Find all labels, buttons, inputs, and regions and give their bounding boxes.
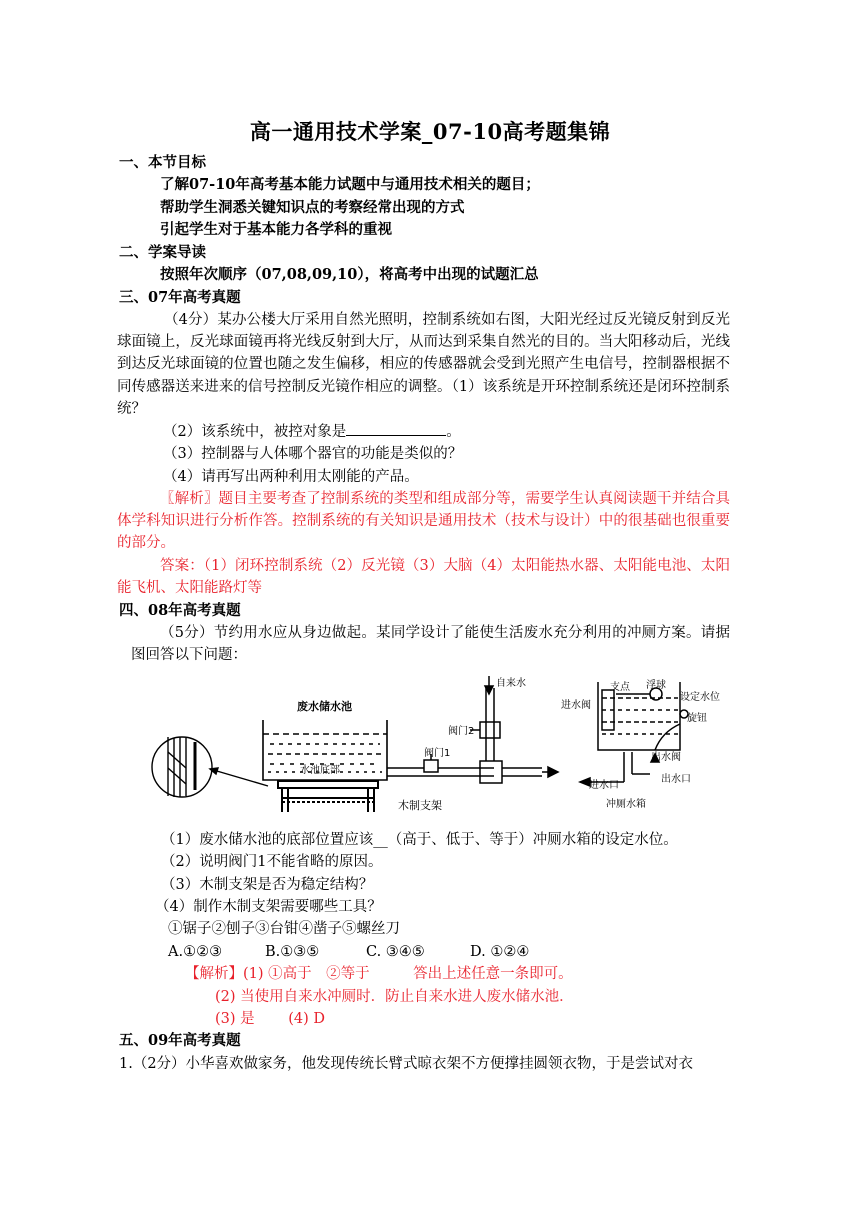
joint-detail-inset	[152, 737, 268, 797]
inlet-label: 进水口	[589, 780, 619, 791]
q08-part-2: （2）说明阀门1不能省略的原因。	[161, 854, 383, 870]
section-4-heading: 四、08年高考真题	[119, 602, 241, 619]
q07-part-2-end: 。	[446, 424, 461, 440]
q08-answer-1: 【解析】(1) ①高于 ②等于 答出上述任意一条即可。	[185, 966, 573, 982]
q08-part-1: （1）废水储水池的底部位置应该__（高于、低于、等于）冲厕水箱的设定水位。	[161, 832, 678, 848]
wooden-stand	[278, 781, 378, 812]
q07-part-3: （3）控制器与人体哪个器官的功能是类似的？	[163, 446, 463, 462]
q08-tools-list: ①锯子②刨子③台钳④凿子⑤螺丝刀	[168, 921, 400, 937]
option-a: A.①②③	[168, 944, 223, 960]
q08-part-3: （3）木制支架是否为稳定结构？	[161, 877, 374, 893]
q08-answer-2: (2) 当使用自来水冲厕时．防止自来水进人废水储水池．	[215, 989, 574, 1005]
outlet-label: 出水口	[661, 774, 691, 785]
option-d: D. ①②④	[470, 944, 530, 960]
float-label: 浮球	[646, 680, 666, 691]
document-title: 高一通用技术学案_07-10高考题集锦	[249, 119, 611, 144]
knob-label: 旋钮	[687, 713, 707, 724]
outlet-valve-label: 出水阀	[651, 752, 681, 763]
q08-answer-3: (3) 是 (4) D	[215, 1011, 326, 1027]
goal-item-2: 帮助学生洞悉关键知识点的考察经常出现的方式	[160, 199, 465, 216]
q08-intro: （5分）节约用水应从身边做起。某同学设计了能使生活废水充分利用的冲厕方案。请据图回答以下问题：	[131, 625, 730, 664]
valve-2-label: 阀门2	[448, 726, 475, 737]
answer-blank	[346, 421, 446, 436]
q07-part-2	[163, 421, 461, 443]
inlet-valve-label: 进水阀	[561, 700, 591, 711]
tap-water-label: 自来水	[496, 678, 526, 689]
water-reuse-diagram	[150, 672, 735, 820]
level-label: 设定水位	[680, 692, 720, 703]
cistern-label: 冲厕水箱	[606, 799, 646, 810]
option-c: C. ③④⑤	[366, 944, 425, 960]
reading-guide-text: 按照年次顺序（07,08,09,10），将高考中出现的试题汇总	[160, 266, 539, 283]
stand-label: 木制支架	[398, 799, 442, 812]
goal-item-1: 了解07-10年高考基本能力试题中与通用技术相关的题目；	[160, 176, 540, 193]
q07-part-2-text: （2）该系统中，被控对象是	[163, 424, 347, 440]
section-5-heading: 五、09年高考真题	[119, 1032, 241, 1049]
analysis-text: 题目主要考查了控制系统的类型和组成部分等，需要学生认真阅读题干并结合具体学科知识进行分析作答。控制系统的有关知识是通用技术（技术与设计）中的很基础也很重要的部分。	[117, 491, 731, 552]
valve-1-label: 阀门1	[424, 748, 451, 759]
tank-label: 废水储水池	[297, 700, 352, 713]
tank-bottom-label: 水池底部	[300, 765, 340, 776]
q07-answer: 答案：（1）闭环控制系统（2）反光镜（3）大脑（4）太阳能热水器、太阳能电池、太阳能飞机、太阳能路灯等	[117, 558, 730, 597]
toilet-cistern	[580, 682, 688, 786]
q08-part-4: （4）制作木制支架需要哪些工具？	[155, 899, 382, 915]
q07-part-4: （4）请再写出两种利用太刚能的产品。	[163, 469, 419, 485]
goal-item-3: 引起学生对于基本能力各学科的重视	[160, 221, 392, 238]
pivot-label: 支点	[610, 682, 630, 693]
analysis-tag: 〖解析〗	[160, 491, 219, 507]
q09-question-1: 1.（2分）小华喜欢做家务，他发现传统长臂式晾衣架不方便撑挂圆领衣物，于是尝试对衣	[119, 1056, 694, 1072]
section-3-heading: 三、07年高考真题	[119, 289, 241, 306]
q07-intro: （4分）某办公楼大厅采用自然光照明，控制系统如右图，大阳光经过反光镜反射到反光球面镜上，反光球面镜再将光线反射到大厅，从而达到采集自然光的目的。当大阳移动后，光线到达反光球面镜的位置也随之发生偏移，相应的传感器就会受到光照产生电信号，控制器根据不同传感器送来进来的信号控制反光镜作相应的调整。（1）该系统是开环控制系统还是闭环控制系统？	[117, 312, 730, 417]
section-1-heading: 一、本节目标	[119, 154, 206, 171]
section-2-heading: 二、学案导读	[119, 244, 206, 261]
q07-analysis	[117, 488, 730, 555]
option-b: B.①③⑤	[265, 944, 320, 960]
